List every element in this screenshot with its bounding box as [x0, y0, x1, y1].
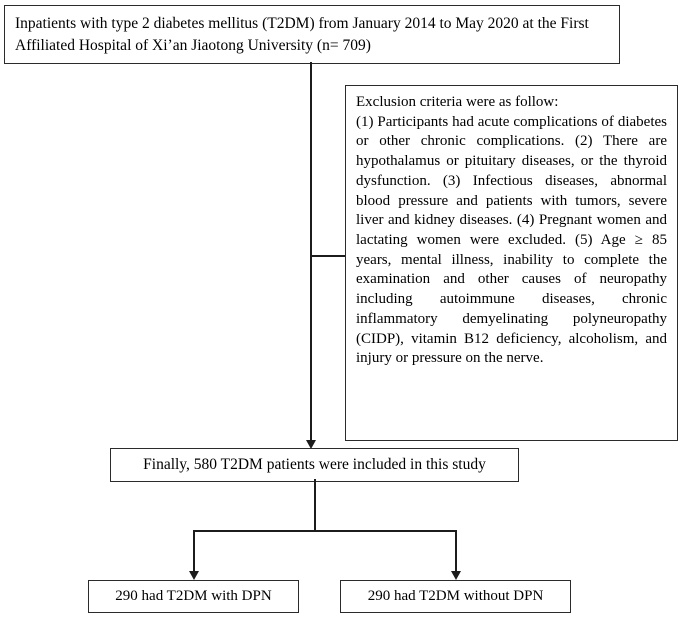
- connector-top-to-included: [310, 62, 312, 441]
- connector-split-horizontal: [193, 530, 456, 532]
- non-dpn-group-box: [340, 580, 571, 613]
- connector-branch-to-exclusion: [311, 255, 345, 257]
- included-patients-text: Finally, 580 T2DM patients were included in this study: [143, 456, 486, 473]
- included-patients-box: [110, 448, 519, 482]
- dpn-group-text: 290 had T2DM with DPN: [115, 588, 272, 604]
- exclusion-criteria-body: (1) Participants had acute complications of diabetes or other chronic complications. (2) There are hypothalamus or pituitary diseases, or the thyroid dysfunction. (3) Infectious diseases, abnormal blood pressure and patients with tumors, severe liver and kidney diseases. (4) Pregnant women and lactating women were excluded. (5) Age ≥ 85 years, mental illness, inability to complete the examination and other causes of neuropathy including autoimmune diseases, chronic inflammatory demyelinating polyneuropathy (CIDP), vitamin B12 deficiency, alcoholism, and injury or pressure on the nerve.: [356, 113, 667, 367]
- dpn-group-box: [88, 580, 299, 613]
- exclusion-criteria-box: [345, 85, 678, 441]
- non-dpn-group-text: 290 had T2DM without DPN: [367, 588, 544, 604]
- study-population-box: [4, 5, 620, 64]
- study-population-text: Inpatients with type 2 diabetes mellitus (T2DM) from January 2014 to May 2020 at the First Affiliated Hospital of Xi’an Jiaotong University (n= 709): [15, 15, 589, 54]
- exclusion-criteria-title: Exclusion criteria were as follow:: [356, 94, 559, 110]
- connector-split-to-nodpn: [455, 530, 457, 571]
- connector-split-to-dpn: [193, 530, 195, 571]
- arrowhead-dpn: [189, 571, 199, 580]
- connector-included-to-split: [314, 479, 316, 531]
- arrowhead-nodpn: [451, 571, 461, 580]
